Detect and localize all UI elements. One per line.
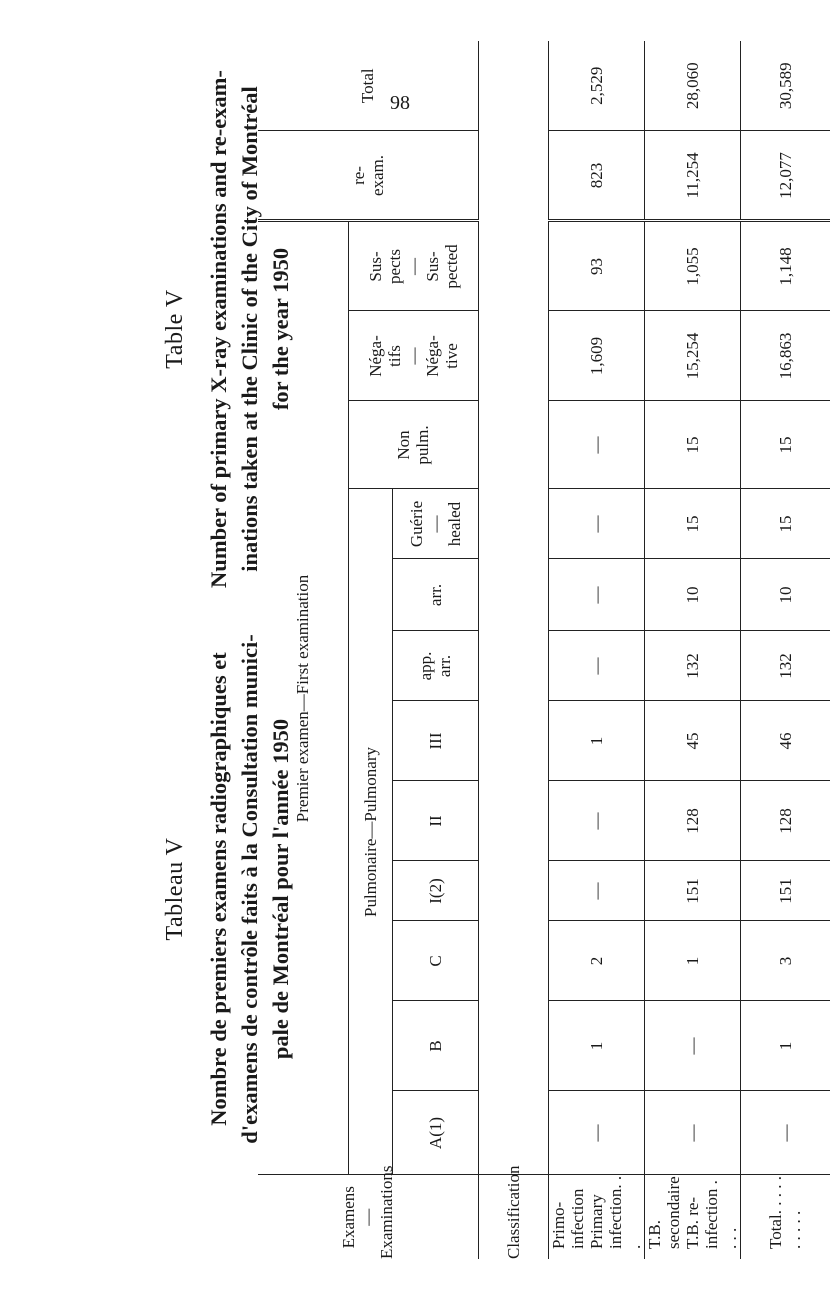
col-apparr-line2: arr. [435, 654, 454, 678]
cell: 15 [644, 489, 740, 559]
titles [0, 0, 300, 1309]
row-label-en: Primary infection. . . [586, 1175, 644, 1249]
cell: 15 [644, 401, 740, 489]
cell: 46 [740, 701, 830, 781]
cell: — [644, 1091, 740, 1175]
page-number: 98 [390, 92, 410, 114]
title-fr-line-2: d'examens de contrôle faits à la Consultation munici- [237, 634, 262, 1144]
examens-label: Examens [339, 1186, 359, 1249]
col-neg-line3: — [403, 347, 423, 365]
col-header-healed [392, 489, 478, 559]
cell: 1 [548, 701, 644, 781]
cell: 1,609 [548, 311, 644, 401]
col-susp-line4: Sus- [422, 251, 442, 282]
col-header-non-pulm [348, 401, 478, 489]
cell: 1 [740, 1001, 830, 1091]
col-neg-line4: Néga- [422, 335, 442, 377]
col-healed-line1: Guérie [406, 500, 426, 548]
table-label-en: Table V [162, 289, 188, 369]
row-label-total [740, 1175, 830, 1259]
cell: 151 [740, 861, 830, 921]
cell: 30,589 [740, 41, 830, 131]
pulmonary-group-header: Pulmonaire—Pulmonary [348, 489, 392, 1175]
first-exam-group-header: Premier examen—First examination [258, 221, 348, 1175]
col-susp-line1: Sus- [365, 251, 385, 282]
examinations-label: Examinations [377, 1165, 397, 1259]
col-header-ii: II [392, 781, 478, 861]
col-header-c: C [392, 921, 478, 1001]
cell: 15,254 [644, 311, 740, 401]
cell: 10 [740, 559, 830, 631]
col-header-reexam [258, 131, 478, 221]
row-label-primary [548, 1175, 644, 1259]
title-en-line-3: for the year 1950 [268, 247, 293, 411]
col-apparr-line1: app. [416, 651, 435, 681]
cell: 128 [644, 781, 740, 861]
title-fr-line-1: Nombre de premiers examens radiographiques et [206, 652, 231, 1126]
cell: 2,529 [548, 41, 644, 131]
cell: — [548, 781, 644, 861]
col-neg-line2: tifs [384, 345, 404, 367]
cell: 15 [740, 401, 830, 489]
classification-spacer [478, 41, 548, 1175]
examinations-header [258, 1165, 478, 1259]
cell: 11,254 [644, 131, 740, 221]
cell: 1,055 [644, 221, 740, 311]
title-en-line-2: inations taken at the Clinic of the City of Montréal [237, 86, 262, 572]
cell: 128 [740, 781, 830, 861]
col-header-arr: arr. [392, 559, 478, 631]
cell: 1,148 [740, 221, 830, 311]
cell: — [644, 1001, 740, 1091]
col-reexam-line2: exam. [367, 154, 387, 197]
col-susp-line5: pected [441, 244, 461, 289]
classification-header: Classification [478, 1175, 548, 1259]
col-susp-line2: pects [384, 249, 404, 284]
col-reexam-line1: re- [348, 166, 368, 185]
cell: 12,077 [740, 131, 830, 221]
cell: — [548, 489, 644, 559]
cell: 823 [548, 131, 644, 221]
col-header-negative [348, 311, 478, 401]
table-row [548, 41, 644, 1259]
cell: 3 [740, 921, 830, 1001]
cell: 45 [644, 701, 740, 781]
table-row [644, 41, 740, 1259]
cell: 132 [644, 631, 740, 701]
row-label-en: T.B. re-infection . . . . [682, 1180, 740, 1249]
data-table [258, 41, 830, 1259]
table-row [740, 41, 830, 1259]
col-header-iii: III [392, 701, 478, 781]
cell: 132 [740, 631, 830, 701]
cell: — [548, 1091, 644, 1175]
cell: 15 [740, 489, 830, 559]
cell: 16,863 [740, 311, 830, 401]
col-susp-line3: — [403, 258, 423, 275]
col-header-a1: A(1) [392, 1091, 478, 1175]
cell: — [548, 559, 644, 631]
title-fr-line-3: pale de Montréal pour l'année 1950 [268, 718, 293, 1060]
col-header-b: B [392, 1001, 478, 1091]
cell: 1 [644, 921, 740, 1001]
col-header-total: Total [258, 41, 478, 131]
header-dash: — [358, 1208, 378, 1226]
col-header-i2: I(2) [392, 861, 478, 921]
col-header-suspected [348, 221, 478, 311]
cell: 28,060 [644, 41, 740, 131]
row-label-fr: Total. . . . . . . . . . [766, 1176, 805, 1249]
cell: — [740, 1091, 830, 1175]
table-label-fr: Tableau V [162, 837, 188, 941]
cell: 10 [644, 559, 740, 631]
cell: 151 [644, 861, 740, 921]
col-healed-line2: — [425, 515, 445, 533]
title-en-line-1: Number of primary X-ray examinations and re-exam- [206, 70, 231, 588]
col-neg-line5: tive [441, 343, 461, 369]
cell: 1 [548, 1001, 644, 1091]
cell: 2 [548, 921, 644, 1001]
row-label-secondary [644, 1175, 740, 1259]
col-neg-line1: Néga- [365, 335, 385, 377]
cell: 93 [548, 221, 644, 311]
cell: — [548, 861, 644, 921]
cell: — [548, 631, 644, 701]
cell: — [548, 401, 644, 489]
col-header-app-arr [392, 631, 478, 701]
row-label-fr: T.B. secondaire [644, 1176, 683, 1249]
col-healed-line3: healed [444, 501, 464, 547]
row-label-fr: Primo-infection [548, 1188, 587, 1249]
col-nonpulm-line2: pulm. [413, 425, 432, 465]
col-nonpulm-line1: Non [394, 430, 413, 460]
